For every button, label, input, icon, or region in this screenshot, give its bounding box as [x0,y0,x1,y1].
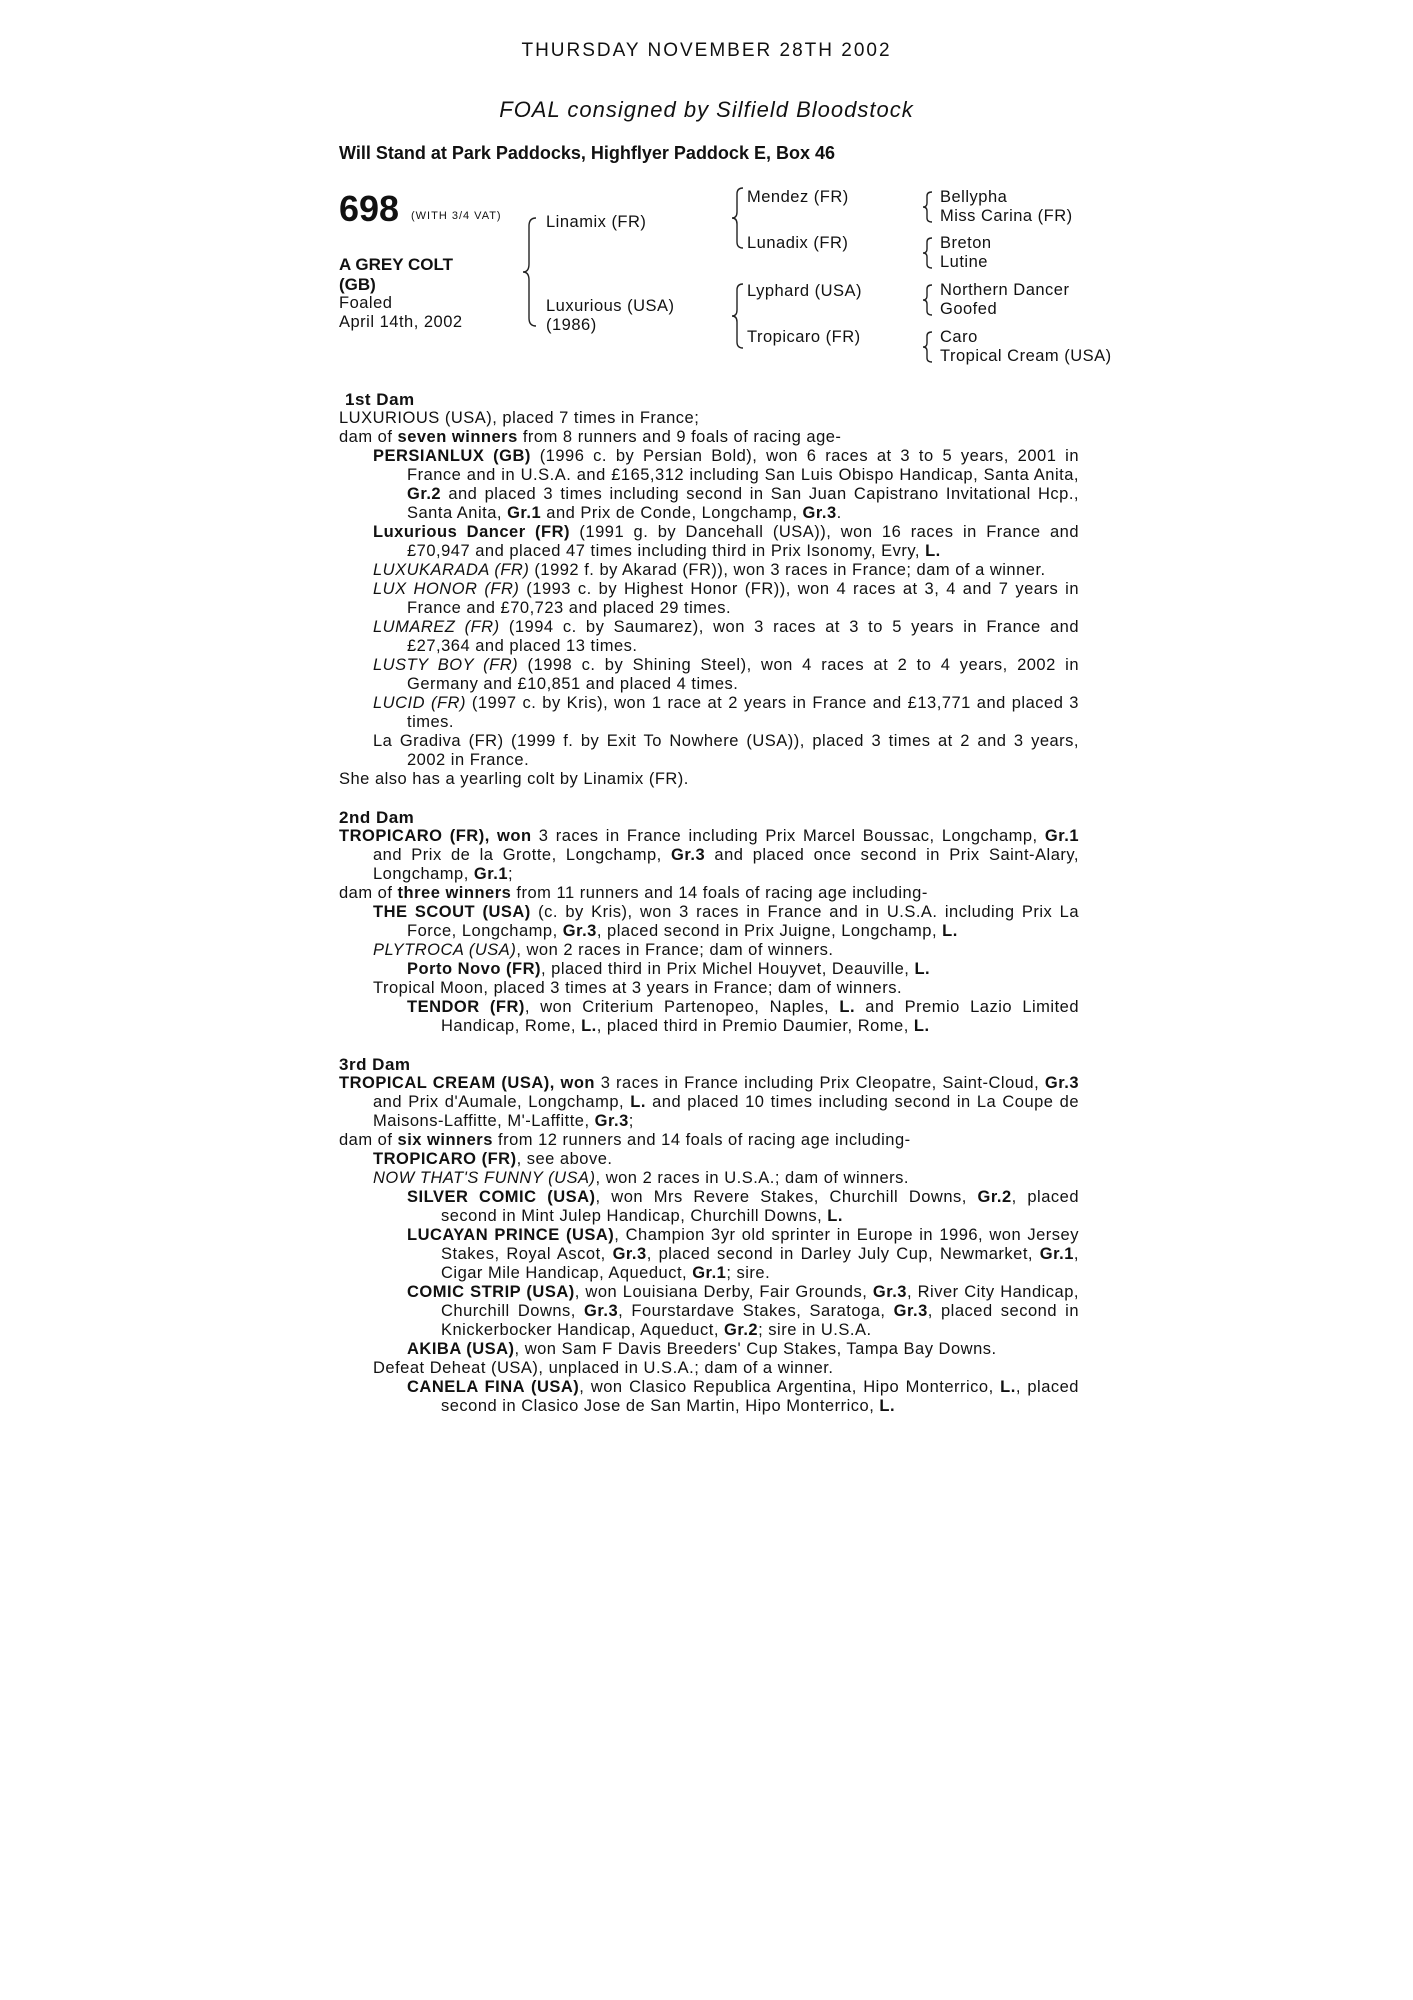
pedigree-sire-dam: Lunadix (FR) [747,234,849,252]
third-dam-entry: LUCAYAN PRINCE (USA), Champion 3yr old sprinter in Europe in 1996, won Jersey Stakes, Royal Ascot, Gr.3, placed second in Darley July Cup, Newmarket, Gr.1, Cigar Mile Handicap, Aqueduct, Gr.1; sire. [407,1226,1079,1282]
stabling-location: Will Stand at Park Paddocks, Highflyer Paddock E, Box 46 [339,143,835,163]
pedigree-sire: Linamix (FR) [546,213,647,231]
consignor-line: FOAL consigned by Silfield Bloodstock [499,97,914,122]
second-dam-entry: TROPICARO (FR), won 3 races in France including Prix Marcel Boussac, Longchamp, Gr.1 and Prix de la Grotte, Longchamp, Gr.3 and placed once second in Prix Saint-Alary, Longchamp, Gr.1; [339,827,1079,883]
lot-title [339,255,453,295]
first-dam-entry: dam of seven winners from 8 runners and 9 foals of racing age- [339,428,842,446]
sale-date: THURSDAY NOVEMBER 28TH 2002 [521,40,892,61]
first-dam-entry: She also has a yearling colt by Linamix (FR). [339,770,689,788]
pedigree-g8: Tropical Cream (USA) [940,347,1112,365]
first-dam-entry: LUSTY BOY (FR) (1998 c. by Shining Steel), won 4 races at 2 to 4 years, 2002 in Germany and £10,851 and placed 4 times. [373,656,1079,693]
first-dam-entry: LUMAREZ (FR) (1994 c. by Saumarez), won 3 races at 3 to 5 years in France and £27,364 and placed 13 times. [373,618,1079,655]
pedigree-g6: Goofed [940,300,998,318]
pedigree-brace-g56 [922,283,934,317]
pedigree-dam-sire: Lyphard (USA) [747,282,863,300]
second-dam-section [339,827,1079,1036]
first-dam-entry: LUCID (FR) (1997 c. by Kris), won 1 race at 2 years in France and £13,771 and placed 3 times. [373,694,1079,731]
pedigree-g5: Northern Dancer [940,281,1070,299]
lot-title-line2: (GB) [339,275,376,294]
second-dam-entry: THE SCOUT (USA) (c. by Kris), won 3 races in France and in U.S.A. including Prix La Force, Longchamp, Gr.3, placed second in Prix Juigne, Longchamp, L. [373,903,1079,940]
second-dam-heading: 2nd Dam [339,808,415,827]
pedigree-brace-dam [731,282,747,350]
vat-note: (WITH 3/4 VAT) [411,210,502,222]
second-dam-entry: Porto Novo (FR), placed third in Prix Michel Houyvet, Deauville, L. [407,960,931,978]
first-dam-entry: PERSIANLUX (GB) (1996 c. by Persian Bold), won 6 races at 3 to 5 years, 2001 in France and in U.S.A. and £165,312 including San Luis Obispo Handicap, Santa Anita, Gr.2 and placed 3 times including second in San Juan Capistrano Invitational Hcp., Santa Anita, Gr.1 and Prix de Conde, Longchamp, Gr.3. [373,447,1080,522]
third-dam-entry: COMIC STRIP (USA), won Louisiana Derby, Fair Grounds, Gr.3, River City Handicap, Churchill Downs, Gr.3, Fourstardave Stakes, Saratoga, Gr.3, placed second in Knickerbocker Handicap, Aqueduct, Gr.2; sire in U.S.A. [407,1283,1079,1339]
third-dam-heading: 3rd Dam [339,1055,411,1074]
foaled-label: Foaled [339,294,393,312]
pedigree-g7: Caro [940,328,978,346]
foaled-date [339,294,463,332]
third-dam-entry: NOW THAT'S FUNNY (USA), won 2 races in U.S.A.; dam of winners. [373,1169,910,1187]
first-dam-entry: LUXUKARADA (FR) (1992 f. by Akarad (FR)), won 3 races in France; dam of a winner. [373,561,1046,579]
pedigree-brace-sire [731,186,747,250]
pedigree-brace-g34 [922,236,934,270]
pedigree-brace-g12 [922,190,934,224]
first-dam-heading: 1st Dam [345,390,415,409]
third-dam-entry: AKIBA (USA), won Sam F Davis Breeders' Cup Stakes, Tampa Bay Downs. [407,1340,997,1358]
first-dam-entry: LUXURIOUS (USA), placed 7 times in France; [339,409,700,427]
first-dam-entry: LUX HONOR (FR) (1993 c. by Highest Honor (FR)), won 4 races at 3, 4 and 7 years in France and £70,723 and placed 29 times. [373,580,1079,617]
pedigree-dam-year: (1986) [546,316,597,334]
pedigree-dam-dam: Tropicaro (FR) [747,328,861,346]
pedigree-sire-sire: Mendez (FR) [747,188,849,206]
pedigree-brace-g78 [922,330,934,364]
third-dam-section [339,1074,1079,1416]
second-dam-entry: PLYTROCA (USA), won 2 races in France; dam of winners. [373,941,834,959]
third-dam-entry: TROPICARO (FR), see above. [373,1150,613,1168]
second-dam-entry: TENDOR (FR), won Criterium Partenopeo, Naples, L. and Premio Lazio Limited Handicap, Rome, L., placed third in Premio Daumier, Rome, L. [407,998,1080,1035]
foaled-value: April 14th, 2002 [339,313,463,331]
pedigree-brace-main [522,216,542,328]
third-dam-entry: dam of six winners from 12 runners and 14 foals of racing age including- [339,1131,911,1149]
lot-number: 698 [339,188,400,229]
third-dam-entry: Defeat Deheat (USA), unplaced in U.S.A.; dam of a winner. [373,1359,834,1377]
pedigree-g4: Lutine [940,253,988,271]
second-dam-entry: Tropical Moon, placed 3 times at 3 years in France; dam of winners. [373,979,903,997]
third-dam-entry: TROPICAL CREAM (USA), won 3 races in France including Prix Cleopatre, Saint-Cloud, Gr.3 and Prix d'Aumale, Longchamp, L. and placed 10 times including second in La Coupe de Maisons-Laffitte, M'-Laffitte, Gr.3; [339,1074,1079,1130]
first-dam-entry: Luxurious Dancer (FR) (1991 g. by Dancehall (USA)), won 16 races in France and £70,947 and placed 47 times including third in Prix Isonomy, Evry, L. [373,523,1079,560]
pedigree-g2: Miss Carina (FR) [940,207,1073,225]
produce-record [339,390,1079,1416]
second-dam-entry: dam of three winners from 11 runners and 14 foals of racing age including- [339,884,928,902]
pedigree-dam: Luxurious (USA) [546,297,675,315]
pedigree-g3: Breton [940,234,992,252]
lot-title-line1: A GREY COLT [339,255,453,274]
first-dam-entry: La Gradiva (FR) (1999 f. by Exit To Nowhere (USA)), placed 3 times at 2 and 3 years, 2002 in France. [373,732,1079,769]
first-dam-section [339,409,1079,789]
third-dam-entry: SILVER COMIC (USA), won Mrs Revere Stakes, Churchill Downs, Gr.2, placed second in Mint Julep Handicap, Churchill Downs, L. [407,1188,1080,1225]
third-dam-entry: CANELA FINA (USA), won Clasico Republica Argentina, Hipo Monterrico, L., placed second in Clasico Jose de San Martin, Hipo Monterrico, L. [407,1378,1079,1415]
pedigree-g1: Bellypha [940,188,1008,206]
